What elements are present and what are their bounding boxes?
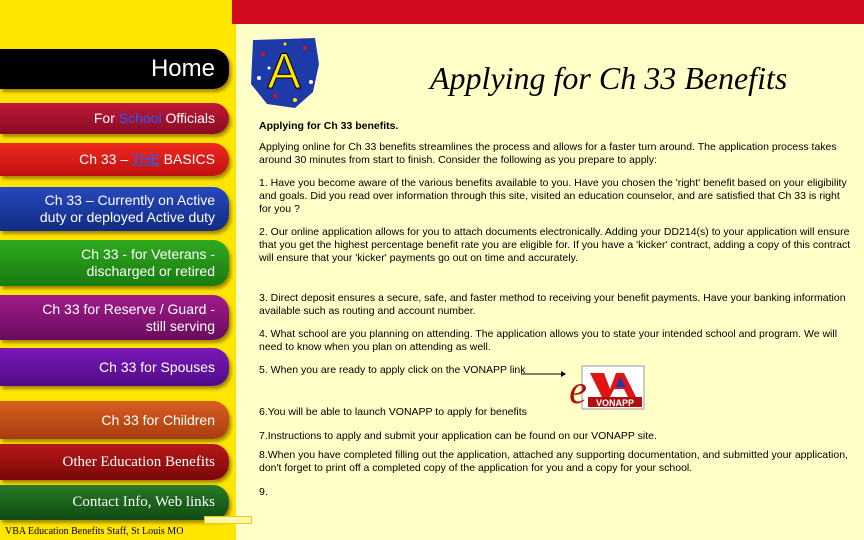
school-link-text: School xyxy=(118,110,162,126)
item-1: 1. Have you become aware of the various benefits available to you. Have you chosen the 'right' benefit based on your eligibility and goals. Did you read over information through this site, visited an education counselor, and are satisfied that Ch 33 is right for you ? xyxy=(259,177,847,215)
nav-other-benefits-label: Other Education Benefits xyxy=(62,453,215,470)
item-9: 9. xyxy=(259,486,268,498)
content-heading: Applying for Ch 33 benefits. xyxy=(259,120,399,132)
nav-veterans-line1: Ch 33 - for Veterans - xyxy=(81,246,215,262)
nav-home-button[interactable] xyxy=(0,49,229,89)
vonapp-link-logo[interactable] xyxy=(566,363,646,411)
footer-credit: VBA Education Benefits Staff, St Louis MO xyxy=(5,526,184,537)
nav-active-duty-line1: Ch 33 – Currently on Active xyxy=(44,192,215,208)
nav-contact-button[interactable] xyxy=(0,485,229,520)
nav-reserve-line1: Ch 33 for Reserve / Guard - xyxy=(42,300,215,317)
nav-reserve-guard-button[interactable] xyxy=(0,295,229,340)
page-title: Applying for Ch 33 Benefits xyxy=(430,60,788,96)
nav-spouses-label: Ch 33 for Spouses xyxy=(99,358,215,375)
item-2: 2. Our online application allows for you to attach documents electronically. Adding your DD214(s) to your application will ensure that you get the highest percentage benefit rate you are eligible for. If you have a 'kicker' contract, adding a copy of this contract will ensure that your 'kicker' payments go out on time and accurately. xyxy=(259,226,851,264)
item-4: 4. What school are you planning on attending. The application allows you to state your intended school and program. We will need to know when you plan on attending as well. xyxy=(259,328,838,353)
arrow-to-vonapp-icon xyxy=(521,368,566,380)
nav-other-benefits-button[interactable] xyxy=(0,444,229,480)
item-3: 3. Direct deposit ensures a secure, safe, and faster method to receiving your benefit payments. Have your banking information available such as routing and account number. xyxy=(259,292,846,317)
nav-home-label: Home xyxy=(150,55,215,82)
site-logo-icon xyxy=(245,34,325,112)
footer-box xyxy=(204,516,252,524)
item-5: 5. When you are ready to apply click on the VONAPP link xyxy=(259,364,526,376)
nav-basics-button[interactable] xyxy=(0,143,229,176)
nav-school-officials-button[interactable] xyxy=(0,103,229,134)
nav-spouses-button[interactable] xyxy=(0,348,229,386)
top-banner-accent xyxy=(0,0,232,24)
nav-basics-label: Ch 33 – THE BASICS xyxy=(79,151,215,167)
item-8: 8.When you have completed filling out the application, attached any supporting documentation, and submitted your application, don't forget to print off a completed copy of the application for you and a copy for your school. xyxy=(259,449,848,474)
item-7: 7.Instructions to apply and submit your application can be found on our VONAPP site. xyxy=(259,430,657,442)
nav-veterans-line2: discharged or retired xyxy=(86,263,215,279)
nav-school-officials-label: For School Officials xyxy=(93,110,215,126)
nav-children-button[interactable] xyxy=(0,401,229,439)
nav-contact-label: Contact Info, Web links xyxy=(72,494,215,510)
nav-reserve-line2: still serving xyxy=(145,317,215,334)
item-6: 6.You will be able to launch VONAPP to apply for benefits xyxy=(259,406,527,418)
vonapp-logo-text: VONAPP xyxy=(595,398,635,408)
nav-children-label: Ch 33 for Children xyxy=(101,411,215,428)
nav-active-duty-line2: duty or deployed Active duty xyxy=(39,209,215,225)
logo-letter: A xyxy=(267,43,301,99)
intro-paragraph: Applying online for Ch 33 benefits streamlines the process and allows for a faster turn around. The application process takes around 30 minutes from start to finish. Consider the following as you prepare to apply: xyxy=(259,141,837,166)
nav-veterans-button[interactable] xyxy=(0,240,229,286)
the-link-text: THE xyxy=(131,151,160,167)
nav-active-duty-button[interactable] xyxy=(0,187,229,231)
vonapp-logo-letter: e xyxy=(569,367,587,411)
